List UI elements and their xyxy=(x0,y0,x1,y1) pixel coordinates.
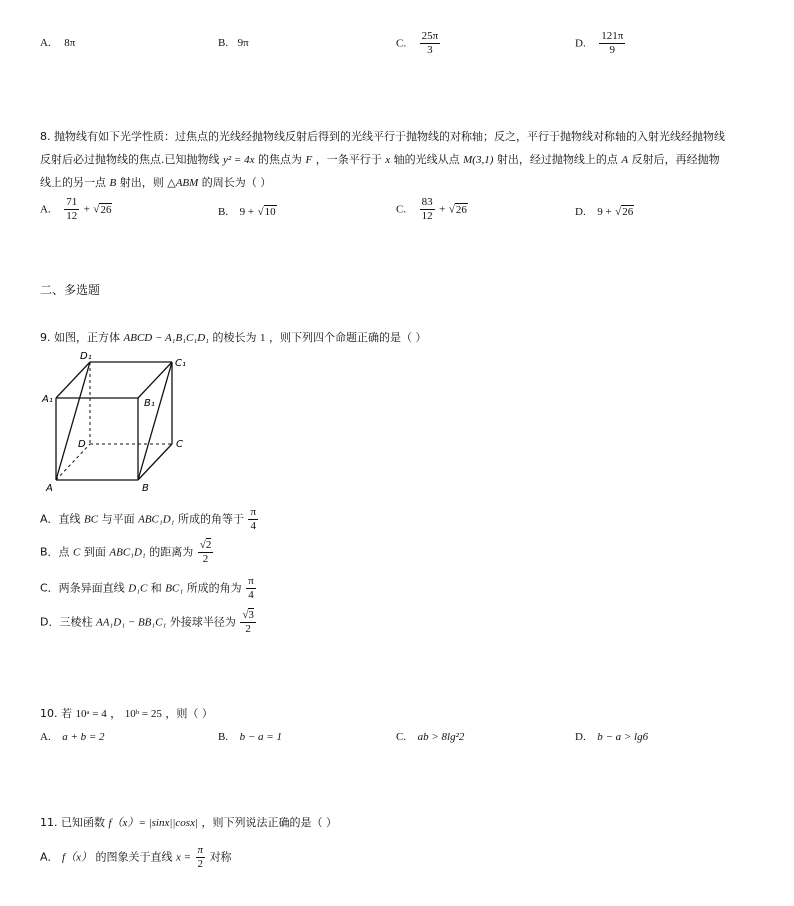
equation: 10ᵃ = 4 xyxy=(75,708,107,720)
section-title: 二、多选题 xyxy=(40,283,101,297)
square-root: √26 xyxy=(615,206,634,218)
math-triangle: △ABM xyxy=(167,177,199,189)
option-label: D. xyxy=(575,206,586,218)
option-label: A. xyxy=(40,731,51,743)
option-value: a + b = 2 xyxy=(62,731,105,743)
fraction xyxy=(64,196,79,223)
option-label: B. xyxy=(218,37,229,49)
q8-stem-line3 xyxy=(40,176,271,190)
vertex-label-a1: A₁ xyxy=(42,394,53,405)
option-label: B. xyxy=(218,731,229,743)
option-label: C. xyxy=(396,203,407,216)
fraction xyxy=(196,844,206,871)
plus-sign: + xyxy=(83,203,90,216)
option-value: 8π xyxy=(64,37,76,49)
square-root: √26 xyxy=(93,203,112,216)
math-var: x xyxy=(385,154,391,166)
fraction xyxy=(420,30,441,57)
math-var: A xyxy=(621,154,629,166)
text: 的图象关于直线 xyxy=(95,850,173,864)
option-value: 9π xyxy=(237,37,249,49)
radicand: 3 xyxy=(248,609,254,621)
fraction-denominator: 3 xyxy=(427,44,433,56)
fraction xyxy=(420,196,435,223)
fraction-denominator: 2 xyxy=(202,553,209,565)
q7-option-c[interactable] xyxy=(396,30,441,57)
option-label: D. xyxy=(575,37,586,50)
text: 外接球半径为 xyxy=(169,615,236,629)
fraction-numerator: 25π xyxy=(421,30,439,42)
fraction xyxy=(246,575,256,602)
fraction-denominator: 12 xyxy=(66,210,78,222)
option-label: C. xyxy=(396,37,407,50)
fraction-numerator: 121π xyxy=(601,30,624,42)
text: 的棱长为 xyxy=(212,331,257,344)
fraction xyxy=(198,539,214,566)
text: 反射后必过抛物线的焦点.已知抛物线 xyxy=(40,153,220,166)
q8-option-c[interactable] xyxy=(396,196,468,223)
q11-stem xyxy=(40,816,337,830)
text: 的周长为（ ） xyxy=(201,176,272,189)
square-root: √10 xyxy=(257,206,276,218)
cube-figure xyxy=(38,348,198,498)
text: 11. 已知函数 xyxy=(40,816,105,829)
math-prism: AA₁D₁ − BB₁C₁ xyxy=(95,616,167,629)
text: 射出，则 xyxy=(119,176,164,189)
function-name: f（x） xyxy=(62,851,92,864)
q9-stem xyxy=(40,331,426,345)
q9-option-d[interactable] xyxy=(40,609,257,636)
text: 对称 xyxy=(209,850,232,864)
q8-option-a[interactable] xyxy=(40,196,112,223)
radicand: 26 xyxy=(622,206,634,218)
option-label: A. xyxy=(40,37,51,49)
q8-stem-line1: 8. 抛物线有如下光学性质：过焦点的光线经抛物线反射后得到的光线平行于抛物线的对称轴；反之，平行于抛物线对称轴的入射光线经抛物线 xyxy=(40,130,725,143)
text: 反射后，再经抛物 xyxy=(631,153,720,166)
option-label: A. xyxy=(40,203,51,216)
math-var: x = xyxy=(175,851,192,864)
fraction-numerator: π xyxy=(197,844,204,856)
text: 9. 如图，正方体 xyxy=(40,331,120,344)
text: 所成的角为 xyxy=(186,581,242,595)
fraction-denominator: 4 xyxy=(250,520,256,532)
option-label: D. xyxy=(575,731,586,743)
q9-option-a[interactable] xyxy=(40,506,259,533)
text: 所成的角等于 xyxy=(177,512,244,526)
q8-option-d[interactable] xyxy=(575,205,634,219)
text: ，一条平行于 xyxy=(315,153,382,166)
math-line: D₁C xyxy=(128,582,148,595)
text: ，则下列四个命题正确的是（ ） xyxy=(268,331,427,344)
math-var: B xyxy=(109,177,117,189)
math-plane: ABC₁D₁ xyxy=(109,546,146,559)
q11-option-a[interactable] xyxy=(40,844,232,871)
q10-option-a[interactable] xyxy=(40,730,105,744)
fraction xyxy=(248,506,258,533)
math-number: 1 xyxy=(259,332,266,344)
equation: 10ᵇ = 25 xyxy=(124,708,162,720)
option-prefix: 9 + xyxy=(239,206,255,218)
vertex-label-d: D xyxy=(78,439,86,450)
math-point: M(3,1) xyxy=(463,154,494,166)
fraction-numerator: 71 xyxy=(66,196,78,208)
vertex-label-a: A xyxy=(46,483,53,494)
q9-option-c[interactable] xyxy=(40,575,257,602)
math-plane: ABC₁D₁ xyxy=(138,513,175,526)
q8-option-b[interactable] xyxy=(218,205,277,219)
fraction-numerator: 83 xyxy=(421,196,433,208)
fraction-denominator: 4 xyxy=(248,589,254,601)
text: 线上的另一点 xyxy=(40,176,106,189)
vertex-label-c: C xyxy=(176,439,183,450)
vertex-label-d1: D₁ xyxy=(80,351,92,362)
text: A．直线 xyxy=(40,512,81,526)
fraction-numerator: π xyxy=(250,506,257,518)
vertex-label-c1: C₁ xyxy=(175,358,186,369)
fraction-denominator: 2 xyxy=(197,858,204,870)
q7-option-a[interactable] xyxy=(40,36,75,50)
text: 的距离为 xyxy=(149,545,194,559)
math-var: F xyxy=(305,154,313,166)
text: C．两条异面直线 xyxy=(40,581,125,595)
equation: y² = 4x xyxy=(223,154,255,166)
text: ，则下列说法正确的是（ ） xyxy=(201,816,337,829)
text: 的焦点为 xyxy=(258,153,302,166)
math-cube: ABCD − A₁B₁C₁D₁ xyxy=(123,332,209,344)
fraction xyxy=(599,30,625,57)
option-value: ab > 8lg²2 xyxy=(417,731,465,743)
fraction-numerator: π xyxy=(248,575,254,587)
q9-option-b[interactable] xyxy=(40,539,214,566)
q8-stem-line2 xyxy=(40,153,720,167)
vertex-label-b1: B₁ xyxy=(144,398,155,409)
option-value: b − a > lg6 xyxy=(597,731,649,743)
square-root: √26 xyxy=(448,203,467,216)
fraction xyxy=(240,609,256,636)
radicand: 2 xyxy=(205,539,212,551)
text: 与平面 xyxy=(101,512,135,526)
text: 射出，经过抛物线上的点 xyxy=(496,153,618,166)
fraction-denominator: 12 xyxy=(421,210,433,222)
text: 轴的光线从点 xyxy=(393,153,460,166)
text: B．点 xyxy=(40,545,70,559)
fraction-numerator: √3 xyxy=(242,609,254,621)
q10-option-c[interactable] xyxy=(396,730,464,744)
vertex-label-b: B xyxy=(142,483,149,494)
radicand: 10 xyxy=(264,206,276,218)
option-prefix: 9 + xyxy=(597,206,612,218)
option-value: b − a = 1 xyxy=(239,731,282,743)
fraction-denominator: 2 xyxy=(245,623,251,635)
text: 10. 若 xyxy=(40,707,72,720)
option-label: B. xyxy=(218,206,229,218)
q10-option-d[interactable] xyxy=(575,730,648,744)
option-label: C. xyxy=(396,731,407,743)
q7-option-d[interactable] xyxy=(575,30,626,57)
fraction-numerator: √2 xyxy=(199,539,212,551)
text: D．三棱柱 xyxy=(40,615,93,629)
math-point: C xyxy=(73,546,81,559)
radicand: 26 xyxy=(455,203,467,216)
plus-sign: + xyxy=(439,203,446,216)
math-line: BC₁ xyxy=(165,582,184,595)
q10-stem xyxy=(40,707,213,721)
fraction-denominator: 9 xyxy=(609,44,615,56)
q7-option-b[interactable] xyxy=(218,36,249,50)
text: ，则（ ） xyxy=(165,707,213,720)
function-expression: f（x）= |sinx||cosx| xyxy=(108,817,198,829)
text: 和 xyxy=(150,581,162,595)
math-line: BC xyxy=(84,513,99,526)
text: ， xyxy=(110,707,122,720)
radicand: 26 xyxy=(100,203,112,216)
q10-option-b[interactable] xyxy=(218,730,282,744)
text: A． xyxy=(40,850,59,864)
text: 到面 xyxy=(83,545,106,559)
